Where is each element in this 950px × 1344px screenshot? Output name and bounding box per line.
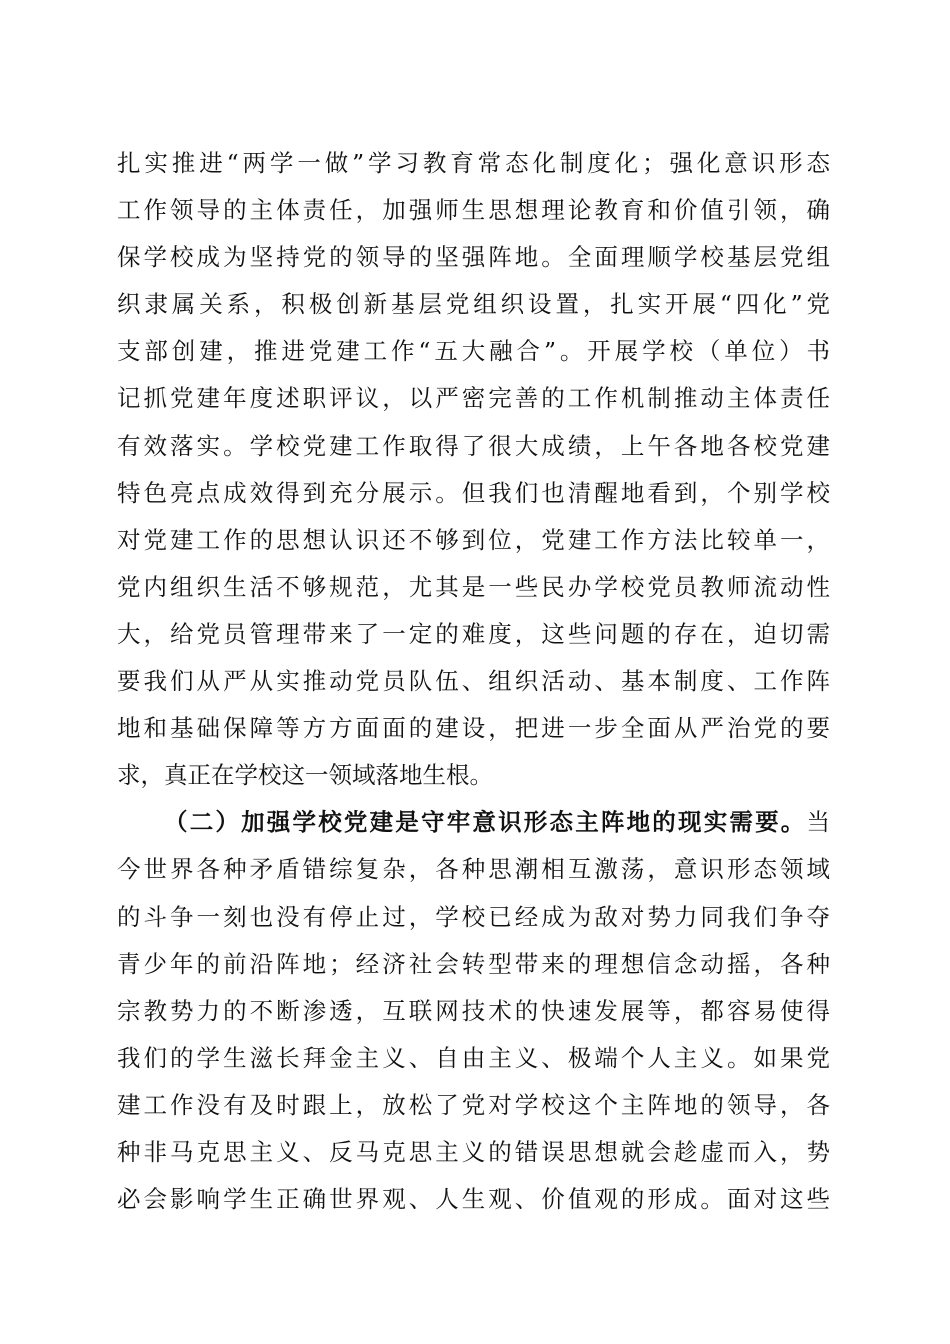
text-line: 种非马克思主义、反马克思主义的错误思想就会趁虚而入，势	[117, 1137, 830, 1166]
text-line: 宗教势力的不断渗透，互联网技术的快速发展等，都容易使得	[117, 996, 830, 1025]
text-line	[117, 799, 830, 846]
text-line: 的斗争一刻也没有停止过，学校已经成为敌对势力同我们争夺	[117, 902, 830, 931]
text-line: 我们的学生滋长拜金主义、自由主义、极端个人主义。如果党	[117, 1043, 830, 1072]
text-line: 今世界各种矛盾错综复杂，各种思潮相互激荡，意识形态领域	[117, 855, 830, 884]
text-line: 支部创建，推进党建工作“五大融合”。开展学校（单位）书	[117, 337, 830, 366]
text-line: 要我们从严从实推动党员队伍、组织活动、基本制度、工作阵	[117, 667, 830, 696]
text-line: 求，真正在学校这一领域落地生根。	[117, 761, 493, 790]
text-line: 必会影响学生正确世界观、人生观、价值观的形成。面对这些	[117, 1185, 830, 1214]
text-line: 扎实推进“两学一做”学习教育常态化制度化；强化意识形态	[117, 149, 830, 177]
text-line: 有效落实。学校党建工作取得了很大成绩，上午各地各校党建	[117, 431, 830, 460]
text-line: 织隶属关系，积极创新基层党组织设置，扎实开展“四化”党	[117, 290, 830, 319]
text-line: 青少年的前沿阵地；经济社会转型带来的理想信念动摇，各种	[117, 949, 830, 978]
paragraph-1	[117, 140, 830, 799]
section-heading: （二）加强学校党建是守牢意识形态主阵地的现实需要。	[164, 808, 807, 837]
paragraph-2	[117, 799, 830, 1223]
text-line: 建工作没有及时跟上，放松了党对学校这个主阵地的领导，各	[117, 1090, 830, 1119]
text-line: 记抓党建年度述职评议，以严密完善的工作机制推动主体责任	[117, 384, 830, 413]
text-line: 对党建工作的思想认识还不够到位，党建工作方法比较单一，	[117, 525, 830, 554]
heading-line-rest: 当	[806, 808, 830, 837]
text-line: 工作领导的主体责任，加强师生思想理论教育和价值引领，确	[117, 196, 830, 225]
text-line: 保学校成为坚持党的领导的坚强阵地。全面理顺学校基层党组	[117, 243, 830, 272]
text-line: 地和基础保障等方方面面的建设，把进一步全面从严治党的要	[117, 714, 830, 743]
document-body	[117, 140, 830, 1223]
text-line: 大，给党员管理带来了一定的难度，这些问题的存在，迫切需	[117, 619, 830, 648]
text-line: 党内组织生活不够规范，尤其是一些民办学校党员教师流动性	[117, 572, 830, 601]
text-line: 特色亮点成效得到充分展示。但我们也清醒地看到，个别学校	[117, 478, 830, 507]
